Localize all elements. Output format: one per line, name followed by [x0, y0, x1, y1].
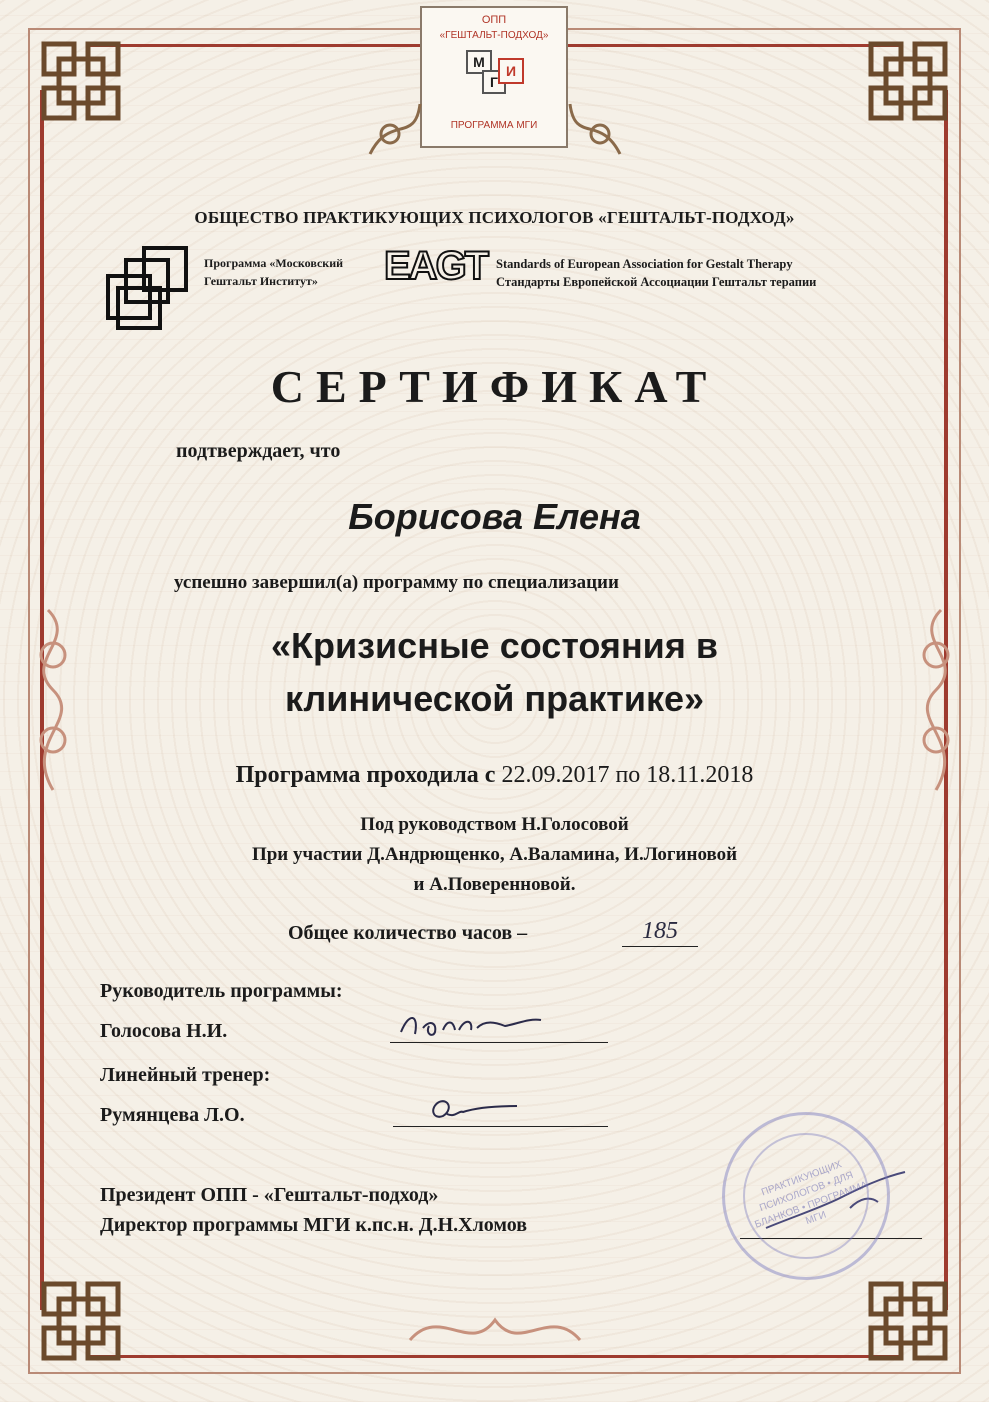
- participants-line1: При участии Д.Андрющенко, А.Валамина, И.Логиновой: [251, 844, 738, 865]
- dates-prefix: Программа проходила с: [235, 762, 496, 788]
- mgi-squares-logo-icon: [104, 246, 194, 332]
- official-stamp: [722, 1112, 890, 1280]
- president-line: Президент ОПП - «Гештальт-подход»: [100, 1184, 439, 1206]
- program-title-line1: «Кризисные состояния в: [271, 625, 718, 666]
- program-dates: [0, 762, 989, 789]
- corner-knot-icon: [863, 36, 953, 126]
- trainer-label: Линейный тренер:: [100, 1064, 271, 1086]
- completed-text: успешно завершил(а) программу по специализации: [174, 572, 619, 593]
- recipient-name: Борисова Елена: [348, 496, 641, 537]
- eagt-line2: Стандарты Европейской Ассоциации Гештальт терапии: [496, 275, 817, 289]
- hours-underline: [622, 946, 698, 947]
- badge-line1: ОПП: [481, 14, 507, 26]
- head-signature-icon: [395, 1008, 545, 1044]
- trainer-signature-icon: [425, 1088, 525, 1128]
- badge-ornament-icon: [360, 84, 630, 174]
- participants-line2: и А.Поверенновой.: [413, 874, 576, 895]
- date-from: 22.09.2017: [501, 762, 610, 788]
- mgi-program-line1: Программа «Московский: [204, 256, 344, 270]
- dates-middle: по: [615, 762, 641, 788]
- certificate-title: СЕРТИФИКАТ: [270, 361, 719, 412]
- date-to: 18.11.2018: [646, 762, 754, 788]
- director-line: Директор программы МГИ к.пс.н. Д.Н.Хломов: [100, 1214, 528, 1236]
- trainer-name: Румянцева Л.О.: [100, 1104, 245, 1126]
- confirms-text: подтверждает, что: [176, 440, 341, 462]
- head-label: Руководитель программы:: [100, 980, 343, 1002]
- badge-line3: ПРОГРАММА МГИ: [450, 120, 538, 131]
- supervision-text: Под руководством Н.Голосовой: [360, 814, 629, 835]
- hours-label: Общее количество часов –: [288, 922, 528, 944]
- mgi-letter-i: И: [498, 58, 524, 84]
- corner-knot-icon: [863, 1276, 953, 1366]
- mgi-letter-m: М: [466, 50, 492, 74]
- mgi-letter-g: Г: [482, 70, 506, 94]
- society-title: ОБЩЕСТВО ПРАКТИКУЮЩИХ ПСИХОЛОГОВ «ГЕШТАЛЬТ-ПОДХОД»: [194, 208, 795, 227]
- program-title-line2: клинической практике»: [284, 678, 705, 719]
- bottom-ornament-icon: [400, 1300, 590, 1360]
- hours-value: 185: [642, 918, 678, 944]
- stamp-text: ПРАКТИКУЮЩИХ ПСИХОЛОГОВ • ДЛЯ БЛАНКОВ • ПРОГРАММА МГИ: [753, 1159, 870, 1231]
- mgi-program-line2: Гештальт Институт»: [204, 274, 318, 288]
- badge-line2: «ГЕШТАЛЬТ-ПОДХОД»: [439, 30, 549, 41]
- eagt-logo: EAGT: [384, 244, 488, 288]
- head-name: Голосова Н.И.: [100, 1020, 228, 1042]
- eagt-line1: Standards of European Association for Gestalt Therapy: [496, 257, 793, 271]
- corner-knot-icon: [36, 36, 126, 126]
- corner-knot-icon: [36, 1276, 126, 1366]
